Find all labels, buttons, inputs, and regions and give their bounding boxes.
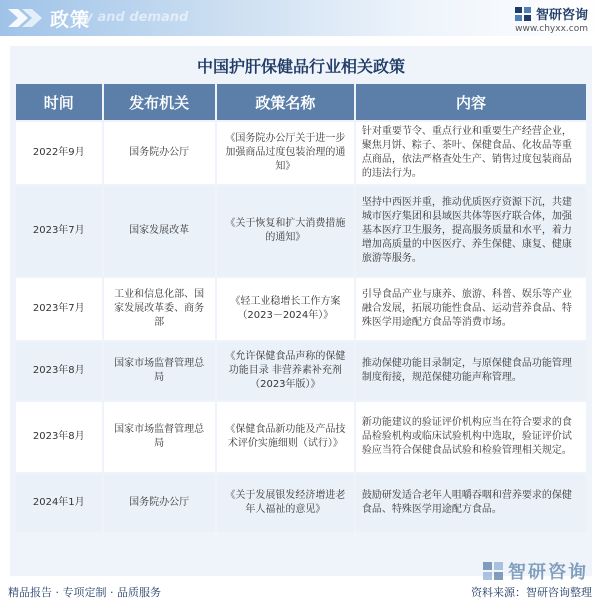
policy-table xyxy=(14,82,588,534)
footer-logo-text: 智研咨询 xyxy=(508,562,588,583)
table-row xyxy=(16,278,586,340)
footer-source: 资料来源：智研咨询整理 xyxy=(471,586,592,599)
cell-time: 2023年7月 xyxy=(16,186,102,276)
header-watermark: ly and demand xyxy=(80,10,189,25)
cell-content: 推动保健功能目录制定，与原保健食品功能管理制度衔接，规范保健功能声称管理。 xyxy=(356,342,586,400)
cell-content: 引导食品产业与康养、旅游、科普、娱乐等产业融合发展，拓展功能性食品、运动营养食品、特殊医学用途配方食品等消费市场。 xyxy=(356,278,586,340)
cell-org: 工业和信息化部、国家发展改革委、商务部 xyxy=(104,278,215,340)
cell-time: 2023年8月 xyxy=(16,402,102,472)
cell-policy-name: 《国务院办公厅关于进一步加强商品过度包装治理的通知》 xyxy=(217,122,354,184)
table-row xyxy=(16,342,586,400)
page-header xyxy=(0,0,600,38)
table-row xyxy=(16,402,586,472)
cell-org: 国家市场监督管理总局 xyxy=(104,402,215,472)
cell-policy-name: 《关于发展银发经济增进老年人福祉的意见》 xyxy=(217,474,354,532)
footer-logo xyxy=(482,558,588,584)
column-header-org: 发布机关 xyxy=(104,84,215,120)
cell-time: 2023年8月 xyxy=(16,342,102,400)
brand xyxy=(514,4,588,34)
cell-org: 国家发展改革 xyxy=(104,186,215,276)
cell-org: 国务院办公厅 xyxy=(104,122,215,184)
cell-time: 2024年1月 xyxy=(16,474,102,532)
cell-time: 2022年9月 xyxy=(16,122,102,184)
cell-org: 国家市场监督管理总局 xyxy=(104,342,215,400)
column-header-content: 内容 xyxy=(356,84,586,120)
table-header-row xyxy=(16,84,586,120)
cell-policy-name: 《保健食品新功能及产品技术评价实施细则（试行）》 xyxy=(217,402,354,472)
table-row xyxy=(16,186,586,276)
cell-content: 新功能建议的验证评价机构应当在符合要求的食品检验机构或临床试验机构中选取，验证评价试验应当符合保健食品试验和检验管理相关规定。 xyxy=(356,402,586,472)
section-title: 政策 xyxy=(50,9,91,31)
policy-panel xyxy=(10,46,592,576)
cell-org: 国务院办公厅 xyxy=(104,474,215,532)
cell-policy-name: 《关于恢复和扩大消费措施的通知》 xyxy=(217,186,354,276)
double-chevron-icon xyxy=(6,7,46,29)
brand-url: www.chyxx.com xyxy=(515,24,588,34)
brand-logo-icon xyxy=(514,6,532,22)
footer-slogan: 精品报告 · 专项定制 · 品质服务 xyxy=(8,586,161,599)
cell-policy-name: 《允许保健食品声称的保健功能目录 非营养素补充剂（2023年版）》 xyxy=(217,342,354,400)
brand-name: 智研咨询 xyxy=(535,8,588,23)
table-title: 中国护肝保健品行业相关政策 xyxy=(196,57,405,76)
table-row xyxy=(16,122,586,184)
column-header-name: 政策名称 xyxy=(217,84,354,120)
cell-content: 鼓励研发适合老年人咀嚼吞咽和营养要求的保健食品、特殊医学用途配方食品。 xyxy=(356,474,586,532)
brand-logo-icon xyxy=(482,561,504,581)
cell-time: 2023年7月 xyxy=(16,278,102,340)
cell-content: 针对重要节令、重点行业和重要生产经营企业，聚焦月饼、粽子、茶叶、保健食品、化妆品等重点商品，依法严格查处生产、销售过度包装商品的违法行为。 xyxy=(356,122,586,184)
cell-content: 坚持中西医并重，推动优质医疗资源下沉，共建城市医疗集团和县域医共体等医疗联合体，加强基本医疗卫生服务，提高服务质量和水平，着力增加高质量的中医医疗、养生保健、康复、健康旅游等服务。 xyxy=(356,186,586,276)
cell-policy-name: 《轻工业稳增长工作方案（2023－2024年）》 xyxy=(217,278,354,340)
column-header-time: 时间 xyxy=(16,84,102,120)
table-row xyxy=(16,474,586,532)
